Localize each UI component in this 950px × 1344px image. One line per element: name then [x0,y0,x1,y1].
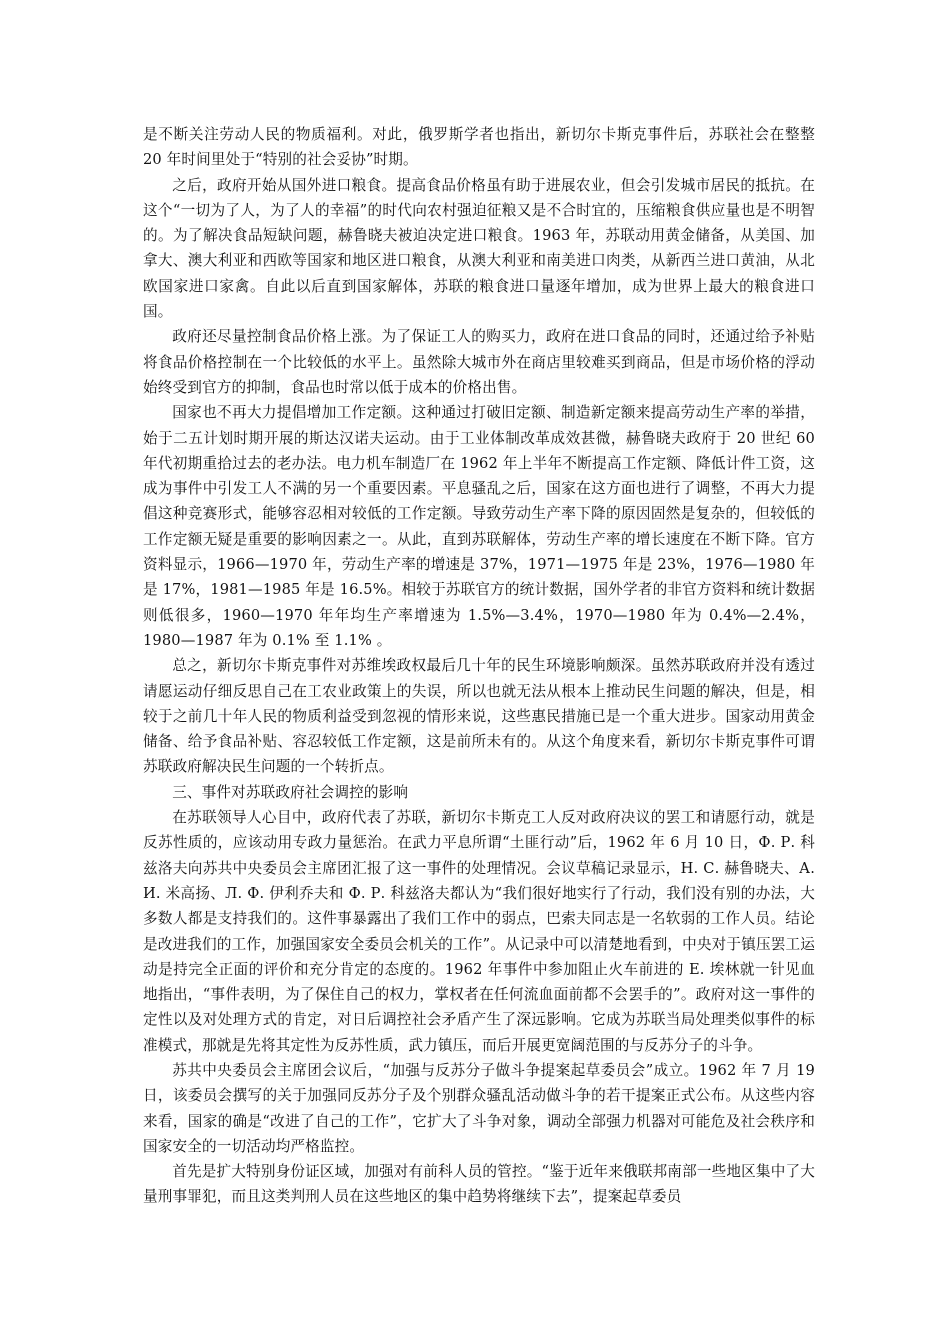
paragraph-special-id-zones: 首先是扩大特别身份证区域，加强对有前科人员的管控。“鉴于近年来俄联邦南部一些地区集中了大量刑事罪犯，而且这类判刑人员在这些地区的集中趋势将继续下去”，提案起草委员 [143,1163,815,1206]
paragraph-summary: 总之，新切尔卡斯克事件对苏维埃政权最后几十年的民生环境影响颇深。虽然苏联政府并没有透过请愿运动仔细反思自己在工农业政策上的失误，所以也就无法从根本上推动民生问题的解决，但是，相较于之前几十年人民的物质利益受到忽视的情形来说，这些惠民措施已是一个重大进步。国家动用黄金储备、给予食品补贴、容忍较低工作定额，这是前所未有的。从这个角度来看，新切尔卡斯克事件可谓苏联政府解决民生问题的一个转折点。 [143,657,815,776]
paragraph-committee: 苏共中央委员会主席团会议后，“加强与反苏分子做斗争提案起草委员会”成立。1962 年 7 月 19 日，该委员会撰写的关于加强同反苏分子及个别群众骚乱活动做斗争的若干提案正式公布。从这些内容来看，国家的确是“改进了自己的工作”，它扩大了斗争对象，调动全部强力机器对可能危及社会秩序和国家安全的一切活动均严格监控。 [143,1061,815,1155]
paragraph-price-control: 政府还尽量控制食品价格上涨。为了保证工人的购买力，政府在进口食品的同时，还通过给予补贴将食品价格控制在一个比较低的水平上。虽然除大城市外在商店里较难买到商品，但是市场价格的浮动始终受到官方的抑制，食品也时常以低于成本的价格出售。 [143,328,815,396]
paragraph-leadership-view: 在苏联领导人心目中，政府代表了苏联，新切尔卡斯克工人反对政府决议的罢工和请愿行动，就是反苏性质的，应该动用专政力量惩治。在武力平息所谓“土匪行动”后，1962 年 6 月 10 日，Ф. Р. 科兹洛夫向苏共中央委员会主席团汇报了这一事件的处理情况。会议草稿记录显示，Н. С. 赫鲁晓夫、А. И. 米高扬、Л. Ф. 伊利乔夫和 Ф. Р. 科兹洛夫都认为“我们很好地实行了行动，我们没有别的办法，大多数人都是支持我们的。这件事暴露出了我们工作中的弱点，巴索夫同志是一名软弱的工作人员。结论是改进我们的工作，加强国家安全委员会机关的工作”。从记录中可以清楚地看到，中央对于镇压罢工运动是持完全正面的评价和充分肯定的态度的。1962 年事件中参加阻止火车前进的 Е. 埃林就一针见血地指出，“事件表明，为了保住自己的权力，掌权者在任何流血面前都不会罢手的”。政府对这一事件的定性以及对处理方式的肯定，对日后调控社会矛盾产生了深远影响。它成为苏联当局处理类似事件的标准模式，那就是先将其定性为反苏性质，武力镇压，而后开展更宽阔范围的与反苏分子的斗争。 [143,809,815,1054]
paragraph-continuation: 是不断关注劳动人民的物质福利。对此，俄罗斯学者也指出，新切尔卡斯克事件后，苏联社会在整整 20 年时间里处于“特别的社会妥协”时期。 [143,126,815,169]
paragraph-work-quotas: 国家也不再大力提倡增加工作定额。这种通过打破旧定额、制造新定额来提高劳动生产率的举措，始于二五计划时期开展的斯达汉诺夫运动。由于工业体制改革成效甚微，赫鲁晓夫政府于 20 世纪 60 年代初期重拾过去的老办法。电力机车制造厂在 1962 年上半年不断提高工作定额、降低计件工资，这成为事件中引发工人不满的另一个重要因素。平息骚乱之后，国家在这方面也进行了调整，不再大力提倡这种竞赛形式，能够容忍相对较低的工作定额。导致劳动生产率下降的原因固然是复杂的，但较低的工作定额无疑是重要的影响因素之一。从此，直到苏联解体，劳动生产率的增长速度在不断下降。官方资料显示，1966—1970 年，劳动生产率的增速是 37%，1971—1975 年是 23%，1976—1980 年是 17%，1981—1985 年是 16.5%。相较于苏联官方的统计数据，国外学者的非官方资料和统计数据则低很多，1960—1970 年年均生产率增速为 1.5%—3.4%，1970—1980 年为 0.4%—2.4%，1980—1987 年为 0.1% 至 1.1% 。 [143,404,815,649]
section-heading: 三、事件对苏联政府社会调控的影响 [172,783,409,801]
document-page [143,122,815,1210]
paragraph-grain-imports: 之后，政府开始从国外进口粮食。提高食品价格虽有助于进展农业，但会引发城市居民的抵抗。在这个“一切为了人，为了人的幸福”的时代向农村强迫征粮又是不合时宜的，压缩粮食供应量也是不明智的。为了解决食品短缺问题，赫鲁晓夫被迫决定进口粮食。1963 年，苏联动用黄金储备，从美国、加拿大、澳大利亚和西欧等国家和地区进口粮食，从澳大利亚和南美进口肉类，从新西兰进口黄油，从北欧国家进口家禽。自此以后直到国家解体，苏联的粮食进口量逐年增加，成为世界上最大的粮食进口国。 [143,176,815,321]
